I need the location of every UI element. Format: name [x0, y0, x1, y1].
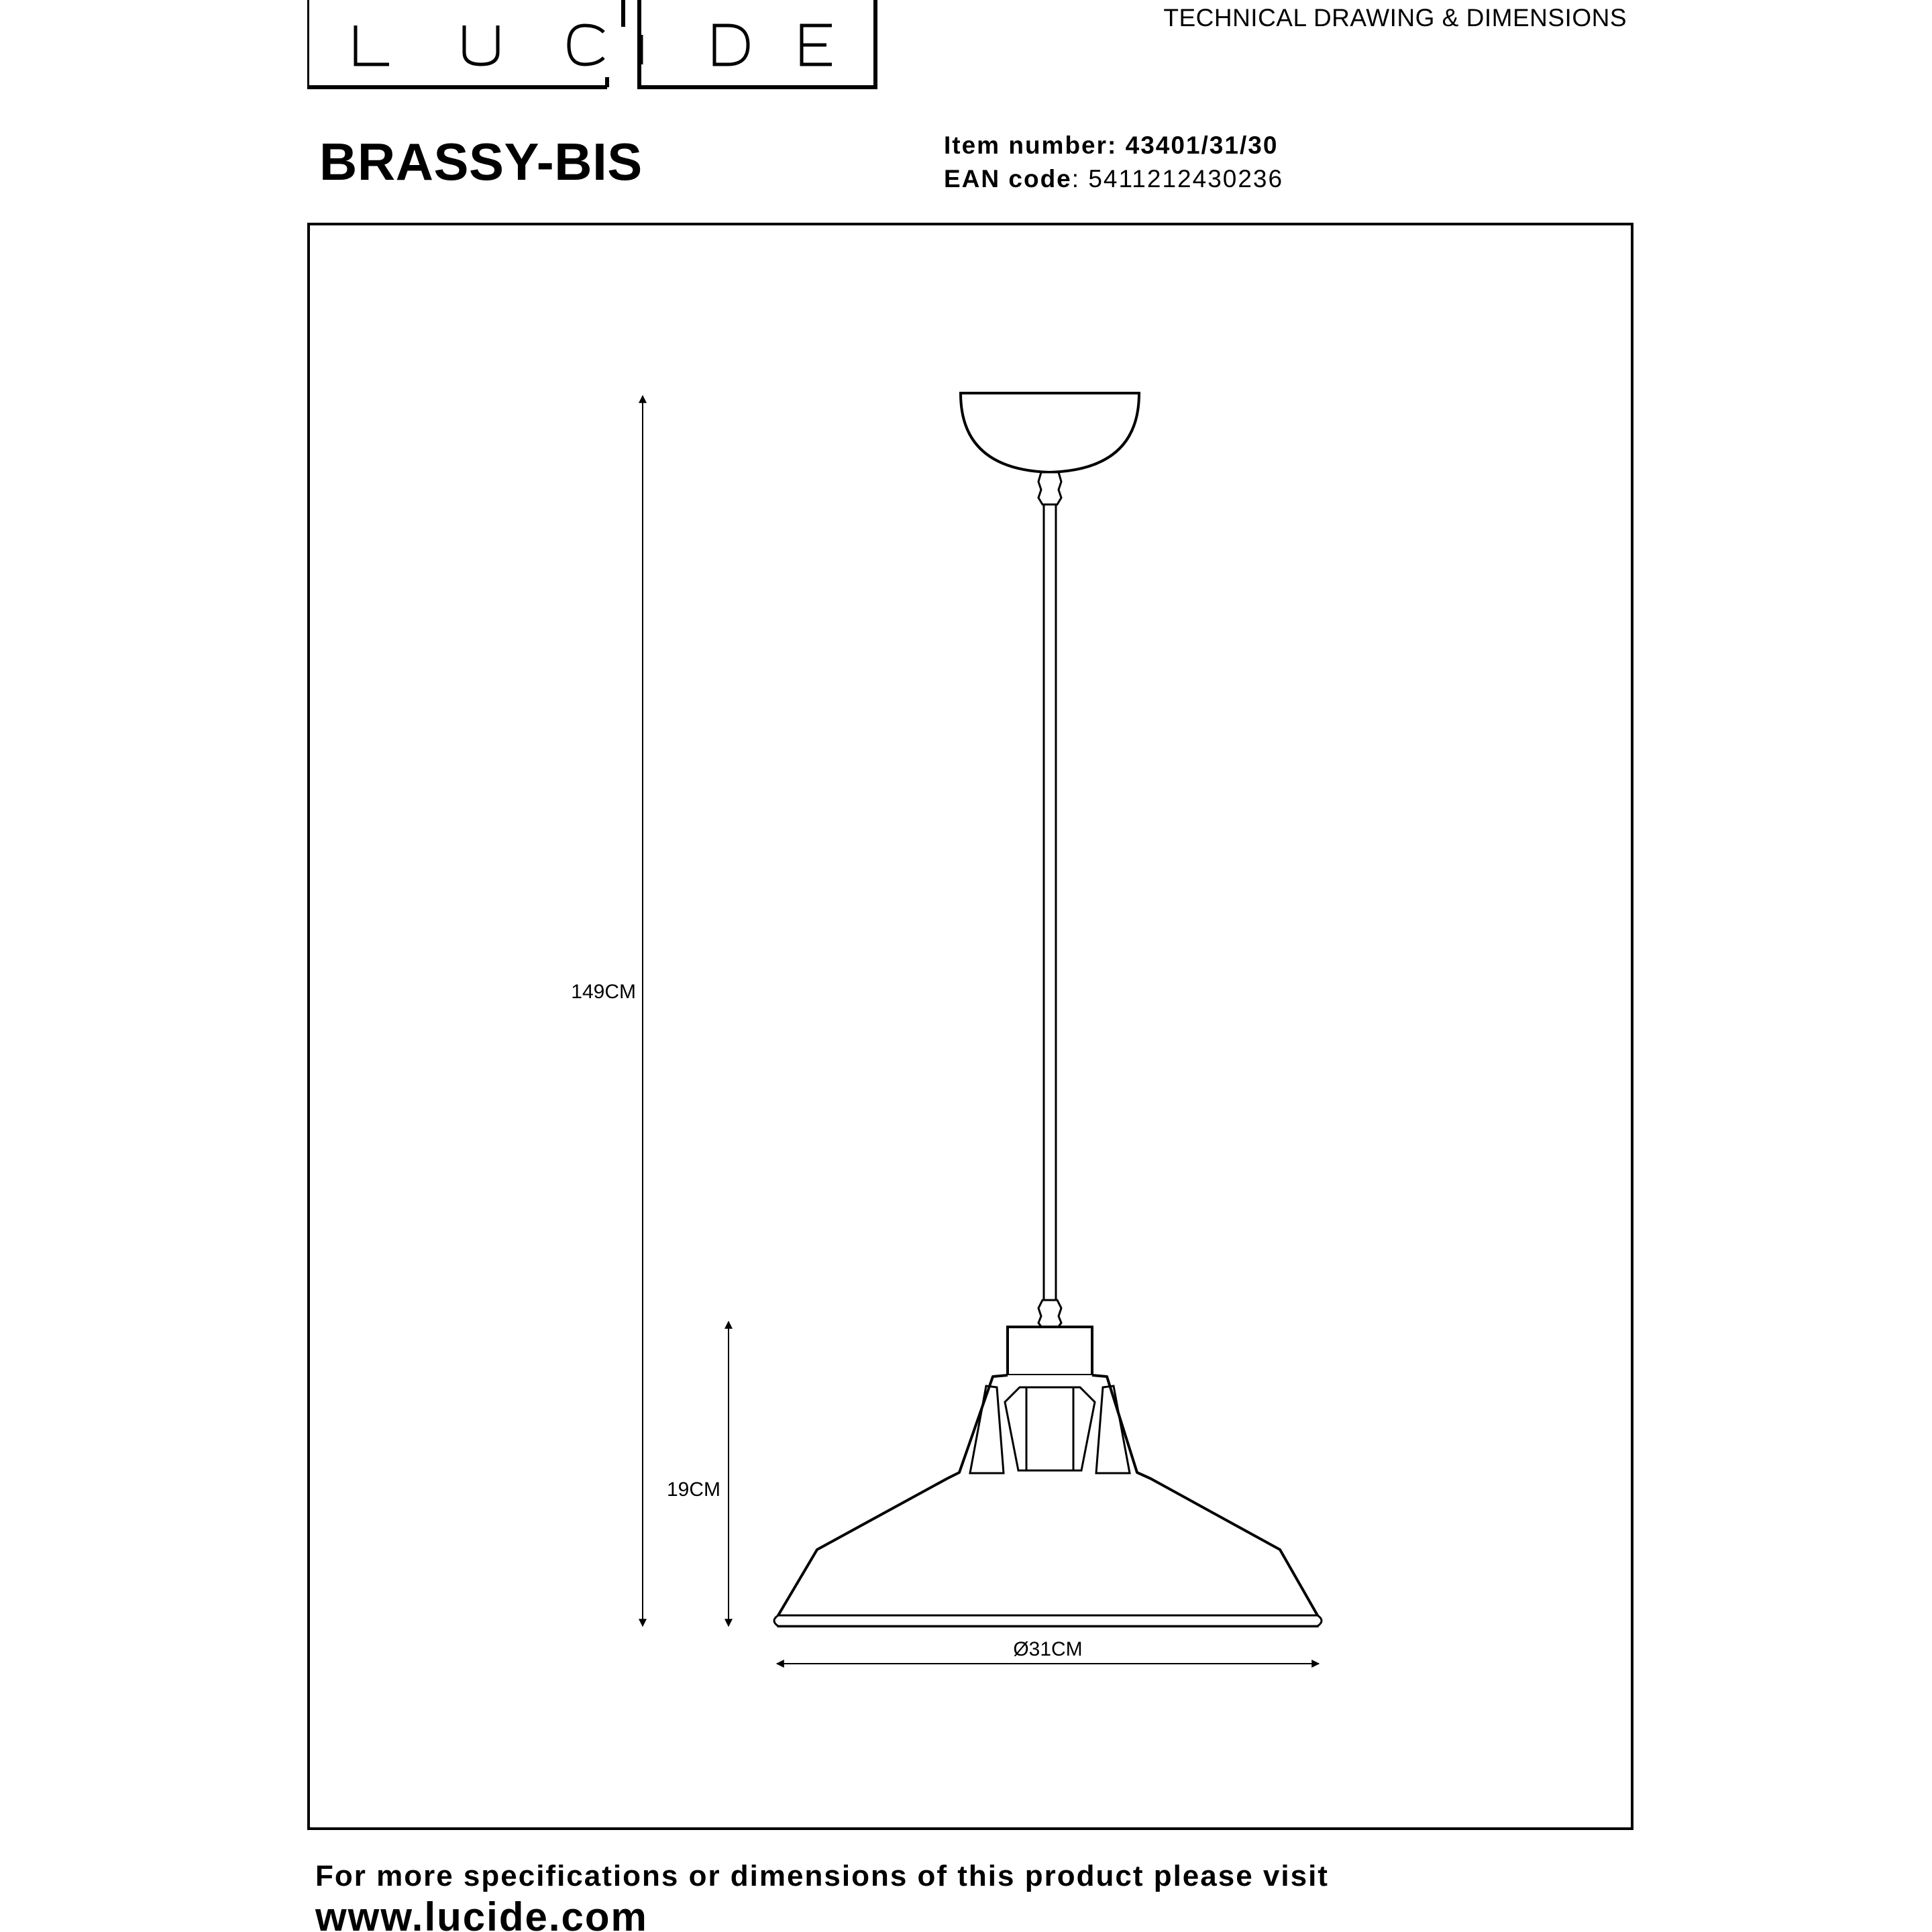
shade-brim: [774, 1615, 1322, 1626]
ean-value: : 5411212430236: [1071, 165, 1284, 193]
total-height-label: 149CM: [571, 981, 636, 1003]
ean-label: EAN code: [944, 165, 1072, 193]
diameter-label: Ø31CM: [1013, 1638, 1083, 1660]
lamp-holder-cap: [1008, 1327, 1092, 1375]
footer-url-link[interactable]: www.lucide.com: [315, 1894, 648, 1932]
item-number-value: 43401/31/30: [1125, 131, 1279, 159]
ceiling-canopy: [961, 393, 1139, 472]
document-heading: TECHNICAL DRAWING & DIMENSIONS: [1163, 4, 1627, 32]
bulb-socket: [1005, 1387, 1095, 1470]
shade-height-label: 19CM: [666, 1479, 720, 1501]
footer-text: For more specifications or dimensions of this product please visit: [315, 1860, 1329, 1892]
cord: [1044, 504, 1056, 1300]
bottom-connector: [1038, 1300, 1061, 1328]
top-connector: [1038, 472, 1061, 504]
product-name: BRASSY-BIS: [319, 132, 643, 191]
item-number-label: Item number:: [944, 131, 1118, 159]
